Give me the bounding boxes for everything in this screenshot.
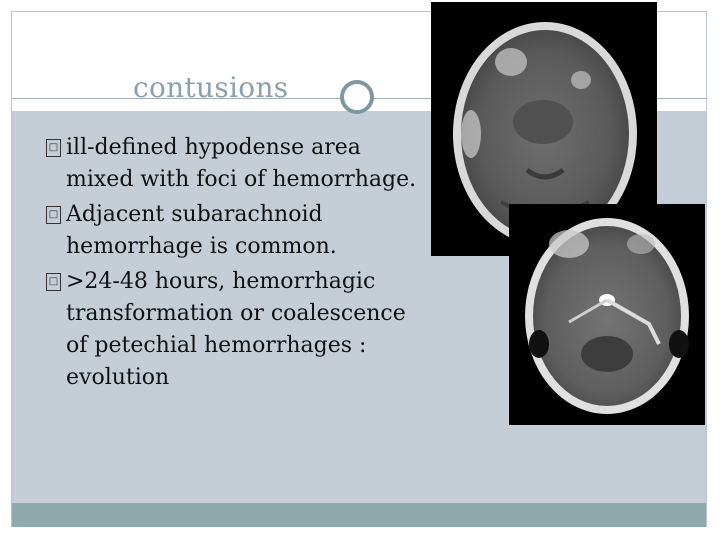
bullet-list xyxy=(46,132,446,397)
bullet-text: ill-defined hypodense area mixed with foci of hemorrhage. xyxy=(66,135,417,192)
bullet-text: >24-48 hours, hemorrhagic transformation or coalescence of petechial hemorrhages : evolution xyxy=(66,269,406,390)
ct-scan-lower xyxy=(509,204,705,425)
bullet-text: Adjacent subarachnoid hemorrhage is common. xyxy=(66,202,337,259)
brain-ct-icon xyxy=(509,204,705,425)
slide-title: contusions xyxy=(133,71,289,104)
bullet-item xyxy=(46,266,446,394)
circle-decoration xyxy=(340,80,374,114)
bullet-item xyxy=(46,132,446,196)
footer-band xyxy=(12,503,706,527)
bullet-marker: □ xyxy=(46,139,61,157)
bullet-marker: □ xyxy=(46,273,61,291)
bullet-marker: □ xyxy=(46,206,61,224)
bullet-item xyxy=(46,199,446,263)
